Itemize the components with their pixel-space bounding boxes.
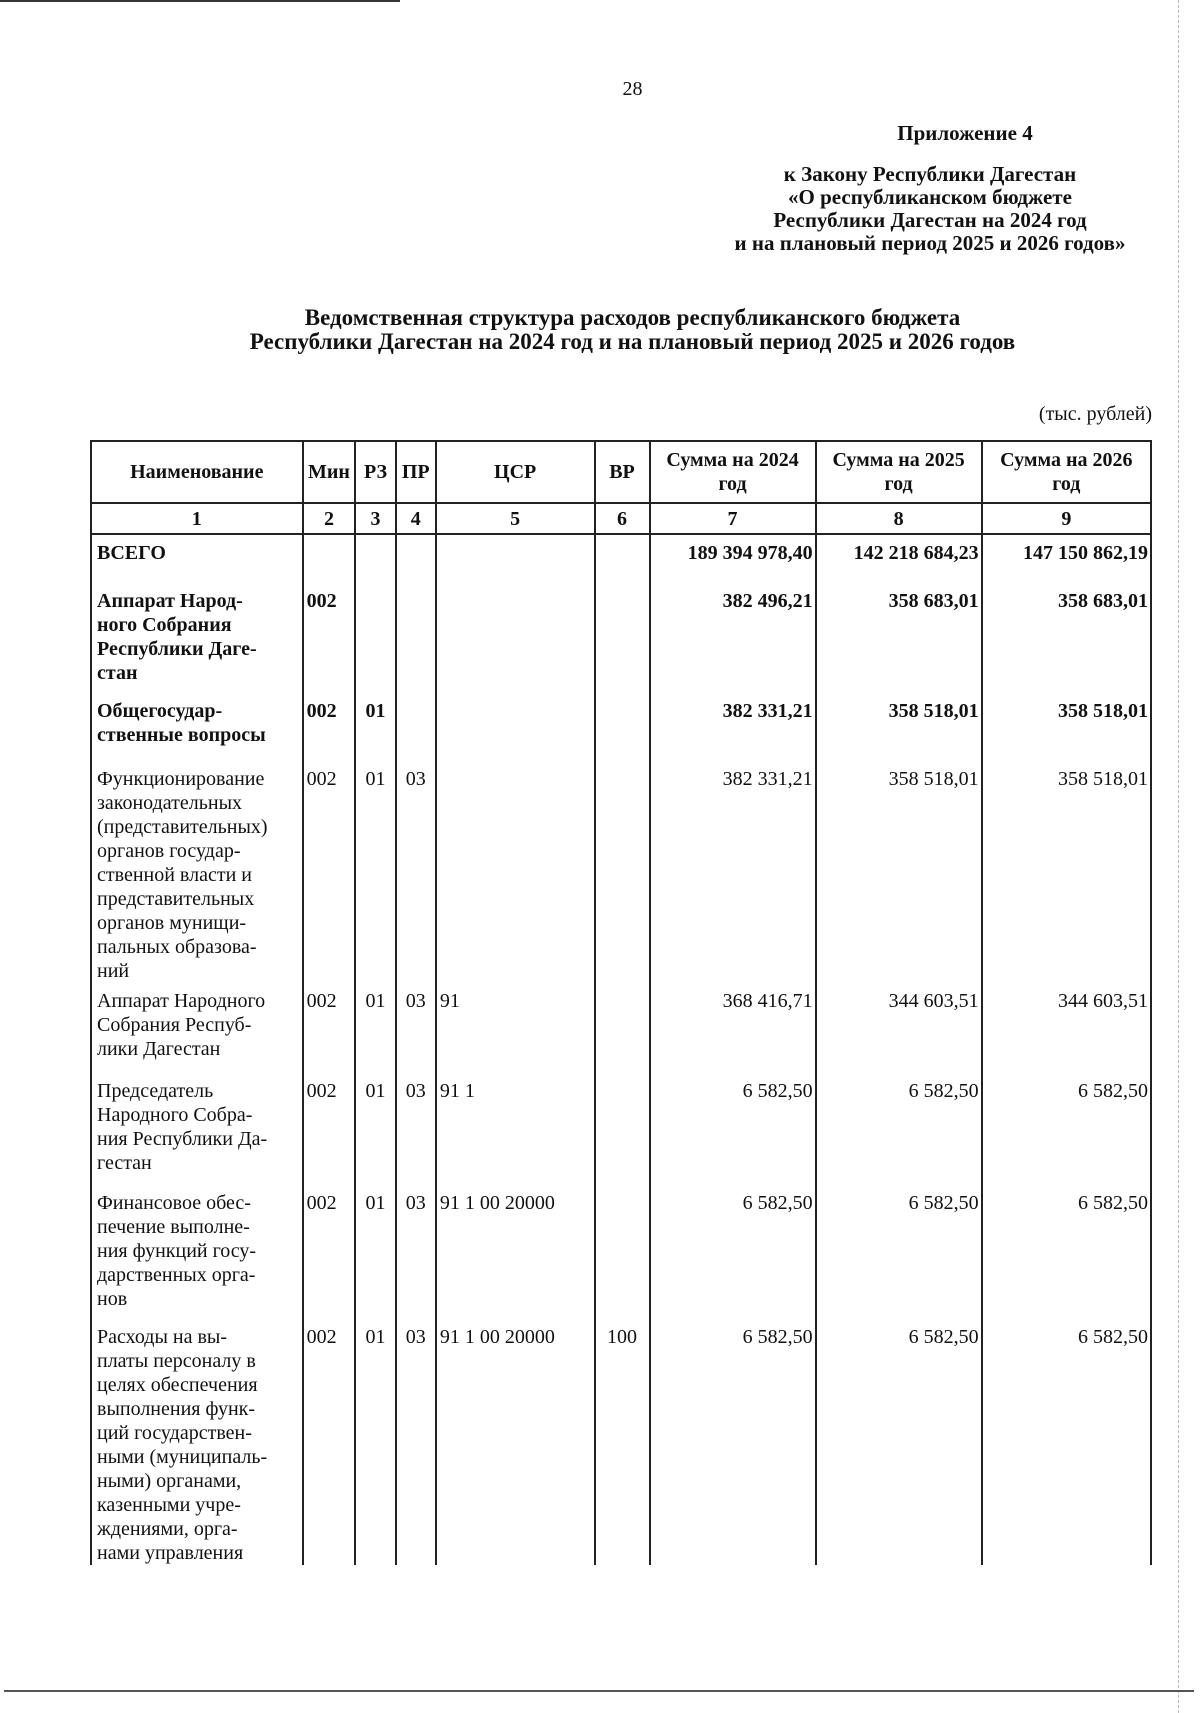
row-sum-2025: 142 218 684,23: [816, 534, 982, 583]
row-sum-2024: 6 582,50: [650, 1185, 816, 1319]
row-csr: 91 1: [436, 1073, 595, 1185]
row-sum-2025: 6 582,50: [816, 1073, 982, 1185]
page-number: 28: [622, 78, 643, 100]
document-title-line: Республики Дагестан на 2024 год и на плановый период 2025 и 2026 годов: [249, 329, 1016, 354]
row-sum-2024: 6 582,50: [650, 1319, 816, 1565]
header-name: Наименование: [91, 441, 303, 503]
row-rz: 01: [355, 983, 395, 1073]
row-sum-2026: 6 582,50: [982, 1185, 1151, 1319]
row-csr: 91 1 00 20000: [436, 1319, 595, 1565]
row-vr: [595, 983, 650, 1073]
row-sum-2025: 6 582,50: [816, 1185, 982, 1319]
units-label: (тыс. рублей): [1038, 403, 1152, 425]
row-rz: 01: [355, 693, 395, 761]
row-rz: [355, 534, 395, 583]
appendix-line: «О республиканском бюджете: [788, 185, 1072, 209]
row-pr: 03: [396, 1185, 436, 1319]
row-sum-2026: 358 683,01: [982, 583, 1151, 693]
row-min: [303, 534, 356, 583]
row-vr: [595, 583, 650, 693]
row-min: 002: [303, 1185, 356, 1319]
appendix-line: и на плановый период 2025 и 2026 годов»: [734, 231, 1126, 255]
row-rz: 01: [355, 1319, 395, 1565]
row-csr: [436, 534, 595, 583]
row-vr: [595, 1073, 650, 1185]
table-header-row: [91, 441, 1151, 503]
row-min: 002: [303, 1073, 356, 1185]
row-sum-2025: 344 603,51: [816, 983, 982, 1073]
row-pr: [396, 534, 436, 583]
column-number: 4: [396, 503, 436, 534]
row-sum-2026: 358 518,01: [982, 693, 1151, 761]
column-number: 8: [816, 503, 982, 534]
column-number: 6: [595, 503, 650, 534]
scan-border-bottom: [4, 1690, 1194, 1692]
row-name: ВСЕГО: [91, 534, 303, 583]
table-row: [91, 693, 1151, 761]
appendix-line: к Закону Республики Дагестан: [783, 162, 1077, 186]
header-vr: ВР: [595, 441, 650, 503]
header-csr: ЦСР: [436, 441, 595, 503]
column-number: 9: [982, 503, 1151, 534]
row-vr: [595, 534, 650, 583]
row-rz: 01: [355, 761, 395, 983]
row-sum-2025: 6 582,50: [816, 1319, 982, 1565]
row-sum-2026: 147 150 862,19: [982, 534, 1151, 583]
row-pr: [396, 693, 436, 761]
table-row: [91, 983, 1151, 1073]
column-number: 1: [91, 503, 303, 534]
row-pr: 03: [396, 1319, 436, 1565]
row-csr: [436, 583, 595, 693]
header-rz: РЗ: [355, 441, 395, 503]
row-sum-2026: 6 582,50: [982, 1319, 1151, 1565]
appendix-title: Приложение 4: [897, 121, 1033, 145]
row-name: Аппарат Народного Собрания Респуб- лики Дагестан: [91, 983, 303, 1073]
row-sum-2026: 6 582,50: [982, 1073, 1151, 1185]
row-name: Аппарат Народ- ного Собрания Республики Даге- стан: [91, 583, 303, 693]
row-csr: [436, 761, 595, 983]
scan-border-right: [1178, 0, 1180, 1713]
row-min: 002: [303, 583, 356, 693]
column-number: 5: [436, 503, 595, 534]
header-min: Мин: [303, 441, 356, 503]
column-number: 3: [355, 503, 395, 534]
row-min: 002: [303, 693, 356, 761]
row-csr: 91: [436, 983, 595, 1073]
row-sum-2025: 358 683,01: [816, 583, 982, 693]
row-pr: [396, 583, 436, 693]
table-row: [91, 583, 1151, 693]
row-sum-2026: 358 518,01: [982, 761, 1151, 983]
row-pr: 03: [396, 761, 436, 983]
row-sum-2024: 6 582,50: [650, 1073, 816, 1185]
row-vr: [595, 693, 650, 761]
document-title: [0, 306, 1200, 354]
table-row: [91, 1319, 1151, 1565]
row-pr: 03: [396, 983, 436, 1073]
row-sum-2026: 344 603,51: [982, 983, 1151, 1073]
row-pr: 03: [396, 1073, 436, 1185]
scan-border-top: [0, 0, 400, 2]
row-min: 002: [303, 1319, 356, 1565]
row-name: Председатель Народного Собра- ния Республики Да- гестан: [91, 1073, 303, 1185]
document-title-line: Ведомственная структура расходов республиканского бюджета: [304, 305, 961, 330]
row-vr: [595, 761, 650, 983]
row-csr: [436, 693, 595, 761]
row-name: Общегосудар- ственные вопросы: [91, 693, 303, 761]
header-sum-2025: Сумма на 2025 год: [816, 441, 982, 503]
row-name: Функционирование законодательных (представительных) органов государ- ственной власти и представительных органов мунищи- пальных образова- ний: [91, 761, 303, 983]
row-sum-2024: 382 331,21: [650, 761, 816, 983]
row-min: 002: [303, 761, 356, 983]
row-sum-2025: 358 518,01: [816, 761, 982, 983]
column-number: 2: [303, 503, 356, 534]
row-vr: [595, 1185, 650, 1319]
row-sum-2024: 368 416,71: [650, 983, 816, 1073]
column-numbers-row: [91, 503, 1151, 534]
header-sum-2026: Сумма на 2026 год: [982, 441, 1151, 503]
row-rz: 01: [355, 1073, 395, 1185]
header-pr: ПР: [396, 441, 436, 503]
row-name: Расходы на вы- платы персоналу в целях обеспечения выполнения функ- ций государствен- ными (муниципаль- ными) органами, казенными учре- ждениями, орга- нами управления: [91, 1319, 303, 1565]
row-sum-2024: 382 331,21: [650, 693, 816, 761]
column-number: 7: [650, 503, 816, 534]
row-csr: 91 1 00 20000: [436, 1185, 595, 1319]
row-name: Финансовое обес- печение выполне- ния функций госу- дарственных орга- нов: [91, 1185, 303, 1319]
appendix-line: Республики Дагестан на 2024 год: [773, 208, 1087, 232]
table-row: [91, 761, 1151, 983]
header-sum-2024: Сумма на 2024 год: [650, 441, 816, 503]
row-sum-2025: 358 518,01: [816, 693, 982, 761]
table-row: [91, 1073, 1151, 1185]
table-row: [91, 1185, 1151, 1319]
appendix-header: [650, 122, 1200, 255]
budget-table: [90, 440, 1152, 1565]
row-min: 002: [303, 983, 356, 1073]
row-rz: 01: [355, 1185, 395, 1319]
row-sum-2024: 382 496,21: [650, 583, 816, 693]
table-row: [91, 534, 1151, 583]
row-sum-2024: 189 394 978,40: [650, 534, 816, 583]
row-rz: [355, 583, 395, 693]
row-vr: 100: [595, 1319, 650, 1565]
